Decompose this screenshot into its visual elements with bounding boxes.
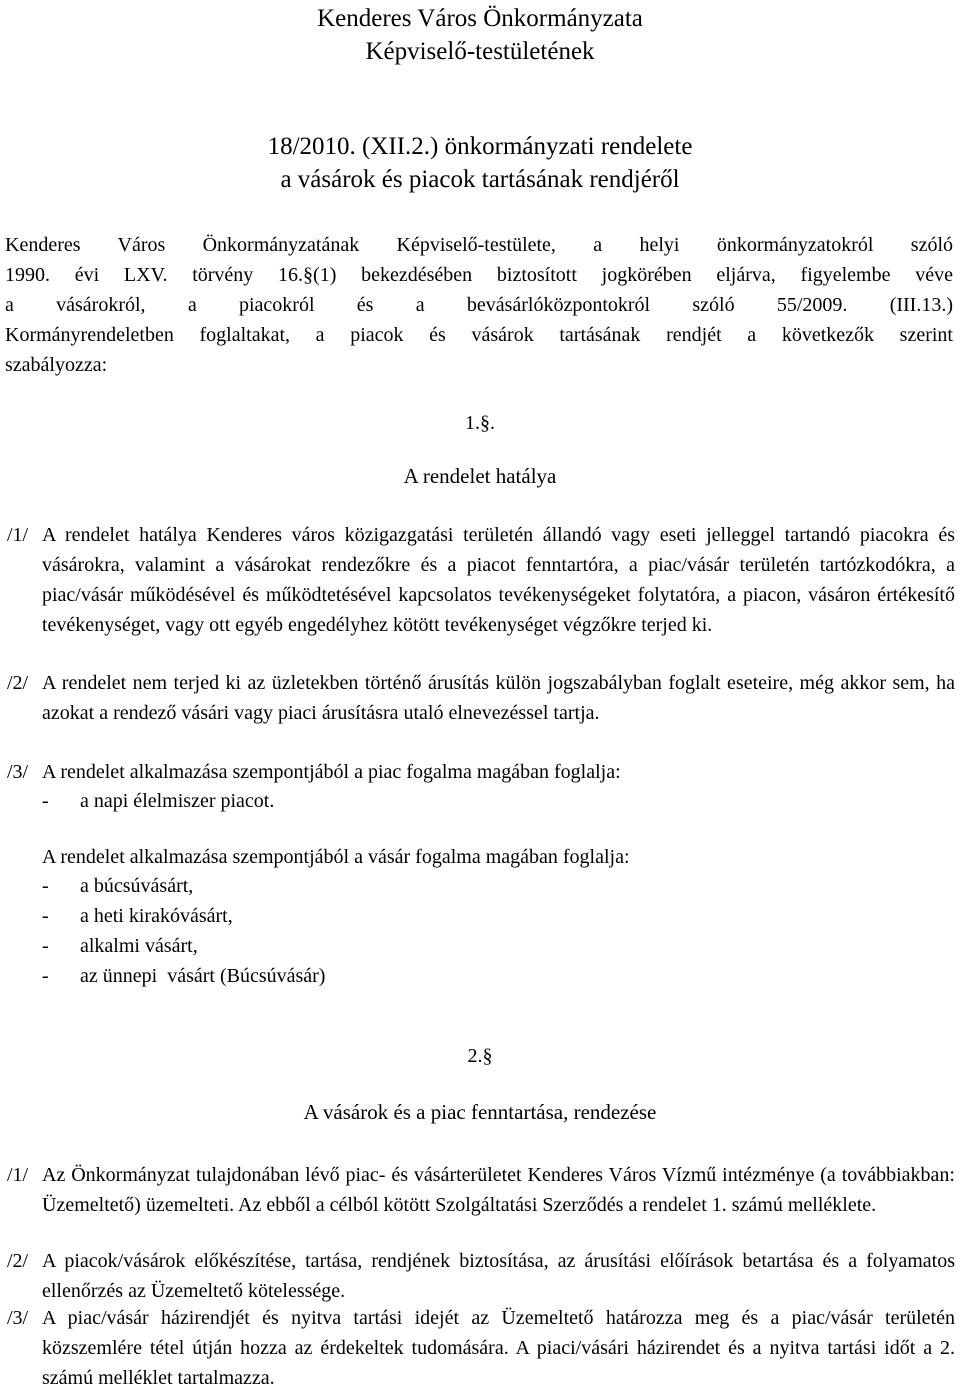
list-item-text: az ünnepi vásárt (Búcsúvásár)	[80, 965, 326, 987]
section-2-paragraph-3	[7, 1303, 955, 1393]
list-dash: -	[42, 875, 49, 897]
paragraph-text: A rendelet nem terjed ki az üzletekben történő árusítás külön jogszabályban foglalt eseteire, még akkor sem, ha azokat a rendező vásári vagy piaci árusításra utaló elnevezéssel tartja.	[42, 672, 955, 724]
section-1-paragraph-1	[7, 520, 955, 640]
list-item-text: a napi élelmiszer piacot.	[80, 790, 275, 812]
paragraph-text: A piacok/vásárok előkészítése, tartása, rendjének biztosítása, az árusítási előírások betartása és a folyamatos ellenőrzés az Üzemeltető kötelessége.	[42, 1250, 955, 1302]
paragraph-label: /2/	[7, 672, 29, 694]
list-item-text: a heti kirakóvásárt,	[80, 905, 233, 927]
paragraph-text: A rendelet alkalmazása szempontjából a vásár fogalma magában foglalja:	[42, 846, 630, 868]
title-line-2: a vásárok és piacok tartásának rendjéről	[280, 166, 680, 193]
vasar-definition-list	[42, 871, 942, 991]
section-2-title: A vásárok és a piac fenntartása, rendezése	[303, 1100, 657, 1124]
list-item	[42, 961, 942, 991]
header-line-1: Kenderes Város Önkormányzata	[317, 5, 643, 32]
paragraph-label: /1/	[7, 1164, 29, 1186]
preamble-line-4: Kormányrendeletben foglaltakat, a piacok és vásárok tartásának rendjét a következők szerint	[5, 324, 953, 346]
section-1-number: 1.§.	[465, 412, 495, 434]
section-1-paragraph-2	[7, 668, 955, 728]
section-1-paragraph-3	[7, 757, 955, 787]
preamble-line-1: Kenderes Város Önkormányzatának Képviselő-testülete, a helyi önkormányzatokról szóló	[5, 234, 953, 256]
paragraph-text: A rendelet hatálya Kenderes város közigazgatási területén állandó vagy eseti jelleggel tartandó piacokra és vásárokra, valamint a vásárokat rendezőkre és a piacot fenntartóra, a piac/vásár területén tartózkodókra, a piac/vásár működésével és működtetésével kapcsolatos tevékenységeket folytatóra, a piacon, vásáron értékesítő tevékenységet, vagy ott egyéb engedélyhez kötött tevékenységet végzőkre terjed ki.	[42, 524, 955, 636]
paragraph-label: /3/	[7, 1307, 29, 1329]
list-item	[42, 871, 942, 901]
preamble-line-2: 1990. évi LXV. törvény 16.§(1) bekezdésében biztosított jogkörében eljárva, figyelembe véve	[5, 264, 953, 286]
list-item	[42, 931, 942, 961]
list-dash: -	[42, 935, 49, 957]
document-title	[0, 130, 960, 196]
piac-definition-list	[42, 786, 942, 816]
preamble-line-5: szabályozza:	[5, 354, 108, 376]
section-2-paragraph-2	[7, 1246, 955, 1306]
paragraph-label: /2/	[7, 1250, 29, 1272]
paragraph-text: Az Önkormányzat tulajdonában lévő piac- és vásárterületet Kenderes Város Vízmű intézménye (a továbbiakban: Üzemeltető) üzemelteti. Az ebből a célból kötött Szolgáltatási Szerződés a rendelet 1. számú melléklete.	[42, 1164, 955, 1216]
header-line-2: Képviselő-testületének	[365, 38, 595, 65]
section-2-paragraph-1	[7, 1160, 955, 1220]
list-dash: -	[42, 790, 49, 812]
list-dash: -	[42, 965, 49, 987]
list-dash: -	[42, 905, 49, 927]
list-item-text: a búcsúvásárt,	[80, 875, 194, 897]
document-header	[0, 2, 960, 68]
paragraph-text: A rendelet alkalmazása szempontjából a piac fogalma magában foglalja:	[42, 761, 621, 783]
list-item	[42, 901, 942, 931]
vasar-definition-intro	[42, 842, 942, 872]
section-2-number: 2.§	[467, 1045, 493, 1067]
list-item-text: alkalmi vásárt,	[80, 935, 198, 957]
section-1-title: A rendelet hatálya	[403, 464, 557, 488]
paragraph-label: /3/	[7, 761, 29, 783]
preamble	[5, 230, 953, 380]
preamble-line-3: a vásárokról, a piacokról és a bevásárlóközpontokról szóló 55/2009. (III.13.)	[5, 294, 953, 316]
paragraph-text: A piac/vásár házirendjét és nyitva tartási idejét az Üzemeltető határozza meg és a piac/vásár területén közszemlére tétel útján hozza az érdekeltek tudomására. A piaci/vásári házirendet és a nyitva tartási időt a 2. számú melléklet tartalmazza.	[42, 1307, 955, 1389]
list-item	[42, 786, 942, 816]
title-line-1: 18/2010. (XII.2.) önkormányzati rendelete	[267, 133, 693, 160]
paragraph-label: /1/	[7, 524, 29, 546]
